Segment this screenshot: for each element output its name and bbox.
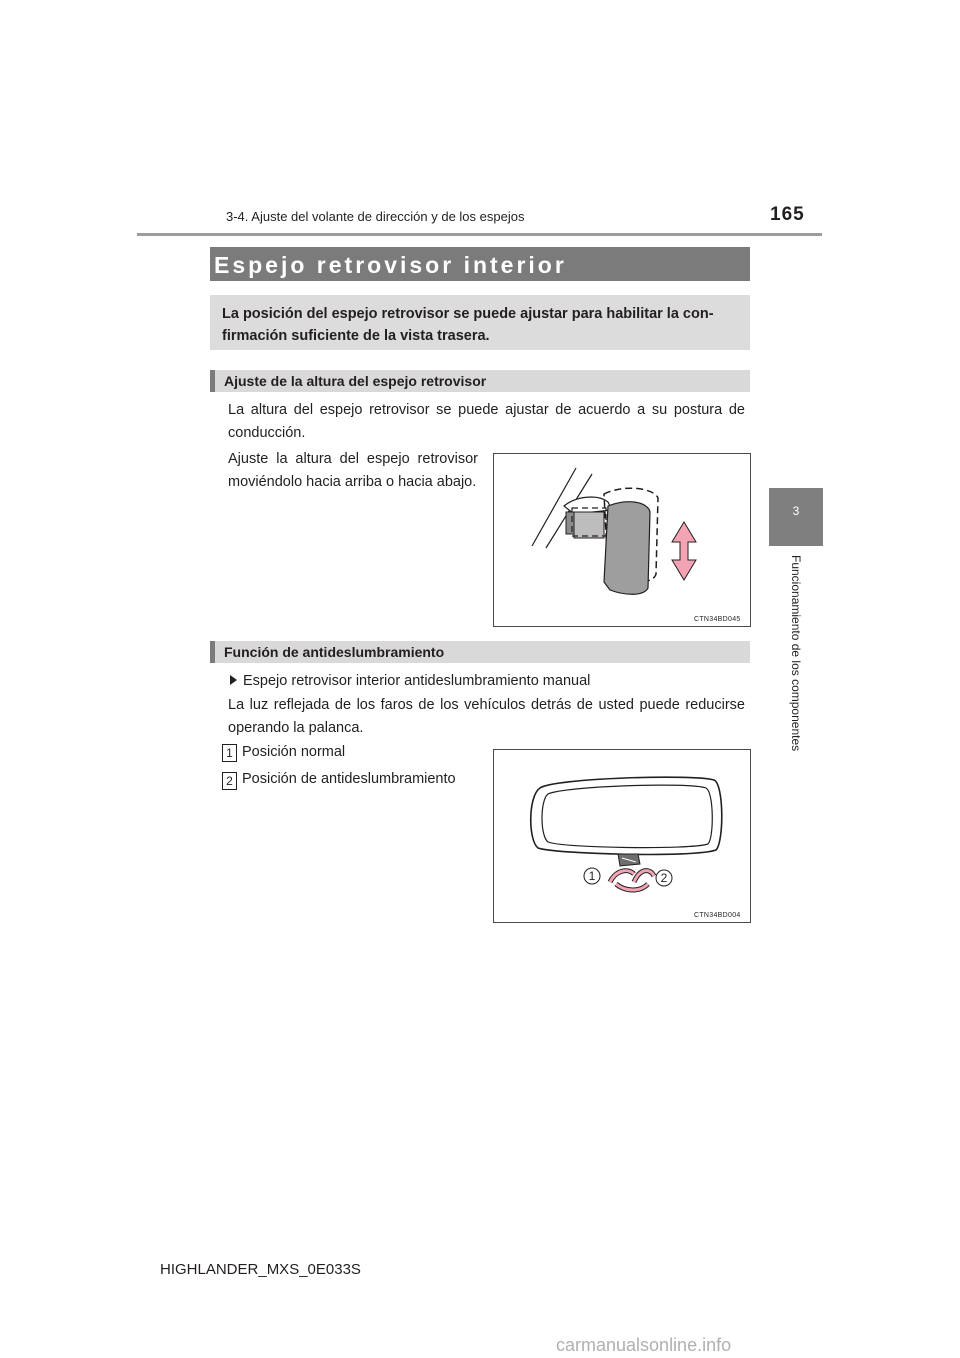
subheading-accent-height [210, 370, 215, 392]
figure-mirror-height [493, 453, 751, 627]
intro-text: La posición del espejo retrovisor se puede ajustar para habilitar la con-firmación suficiente de la vista trasera. [222, 306, 714, 344]
triangle-bullet-icon [230, 675, 237, 685]
figure-code-2: CTN34BD004 [694, 912, 741, 919]
chapter-label-container [789, 555, 807, 775]
page-title: Espejo retrovisor interior [214, 252, 567, 278]
page-number: 165 [770, 204, 805, 225]
subheading-height: Ajuste de la altura del espejo retrovisor [224, 373, 487, 389]
callout-1: 1 [588, 869, 596, 883]
item-number-2: 2 [222, 772, 237, 790]
section-label: 3-4. Ajuste del volante de dirección y de los espejos [226, 209, 525, 224]
subheading-antiglare: Función de antideslumbramiento [224, 644, 445, 660]
figure-code-1: CTN34BD045 [694, 616, 741, 623]
subheading-accent-antiglare [210, 641, 215, 663]
callout-2: 2 [660, 871, 668, 885]
mirror-height-illustration [494, 454, 750, 626]
watermark: carmanualsonline.info [556, 1335, 732, 1355]
item-number-1: 1 [222, 744, 237, 762]
antiglare-paragraph: La luz reflejada de los faros de los vehículos detrás de usted puede reducirse operando la palanca. [228, 697, 745, 736]
antiglare-mirror-illustration [494, 750, 750, 922]
figure-antiglare-mirror [493, 749, 751, 923]
item-label-1: Posición normal [242, 744, 346, 760]
footer-code: HIGHLANDER_MXS_0E033S [160, 1261, 361, 1278]
height-paragraph-2: Ajuste la altura del espejo retrovisor moviéndolo hacia arriba o hacia abajo. [228, 451, 478, 490]
header-rule [137, 233, 822, 236]
item-label-2: Posición de antideslumbramiento [242, 771, 456, 787]
height-paragraph-1: La altura del espejo retrovisor se puede ajustar de acuerdo a su postura de conducción. [228, 402, 745, 441]
bullet-item [228, 670, 590, 693]
chapter-label: Funcionamiento de los componentes [789, 555, 803, 752]
bullet-text: Espejo retrovisor interior antideslumbramiento manual [243, 673, 591, 689]
chapter-number: 3 [792, 504, 800, 518]
